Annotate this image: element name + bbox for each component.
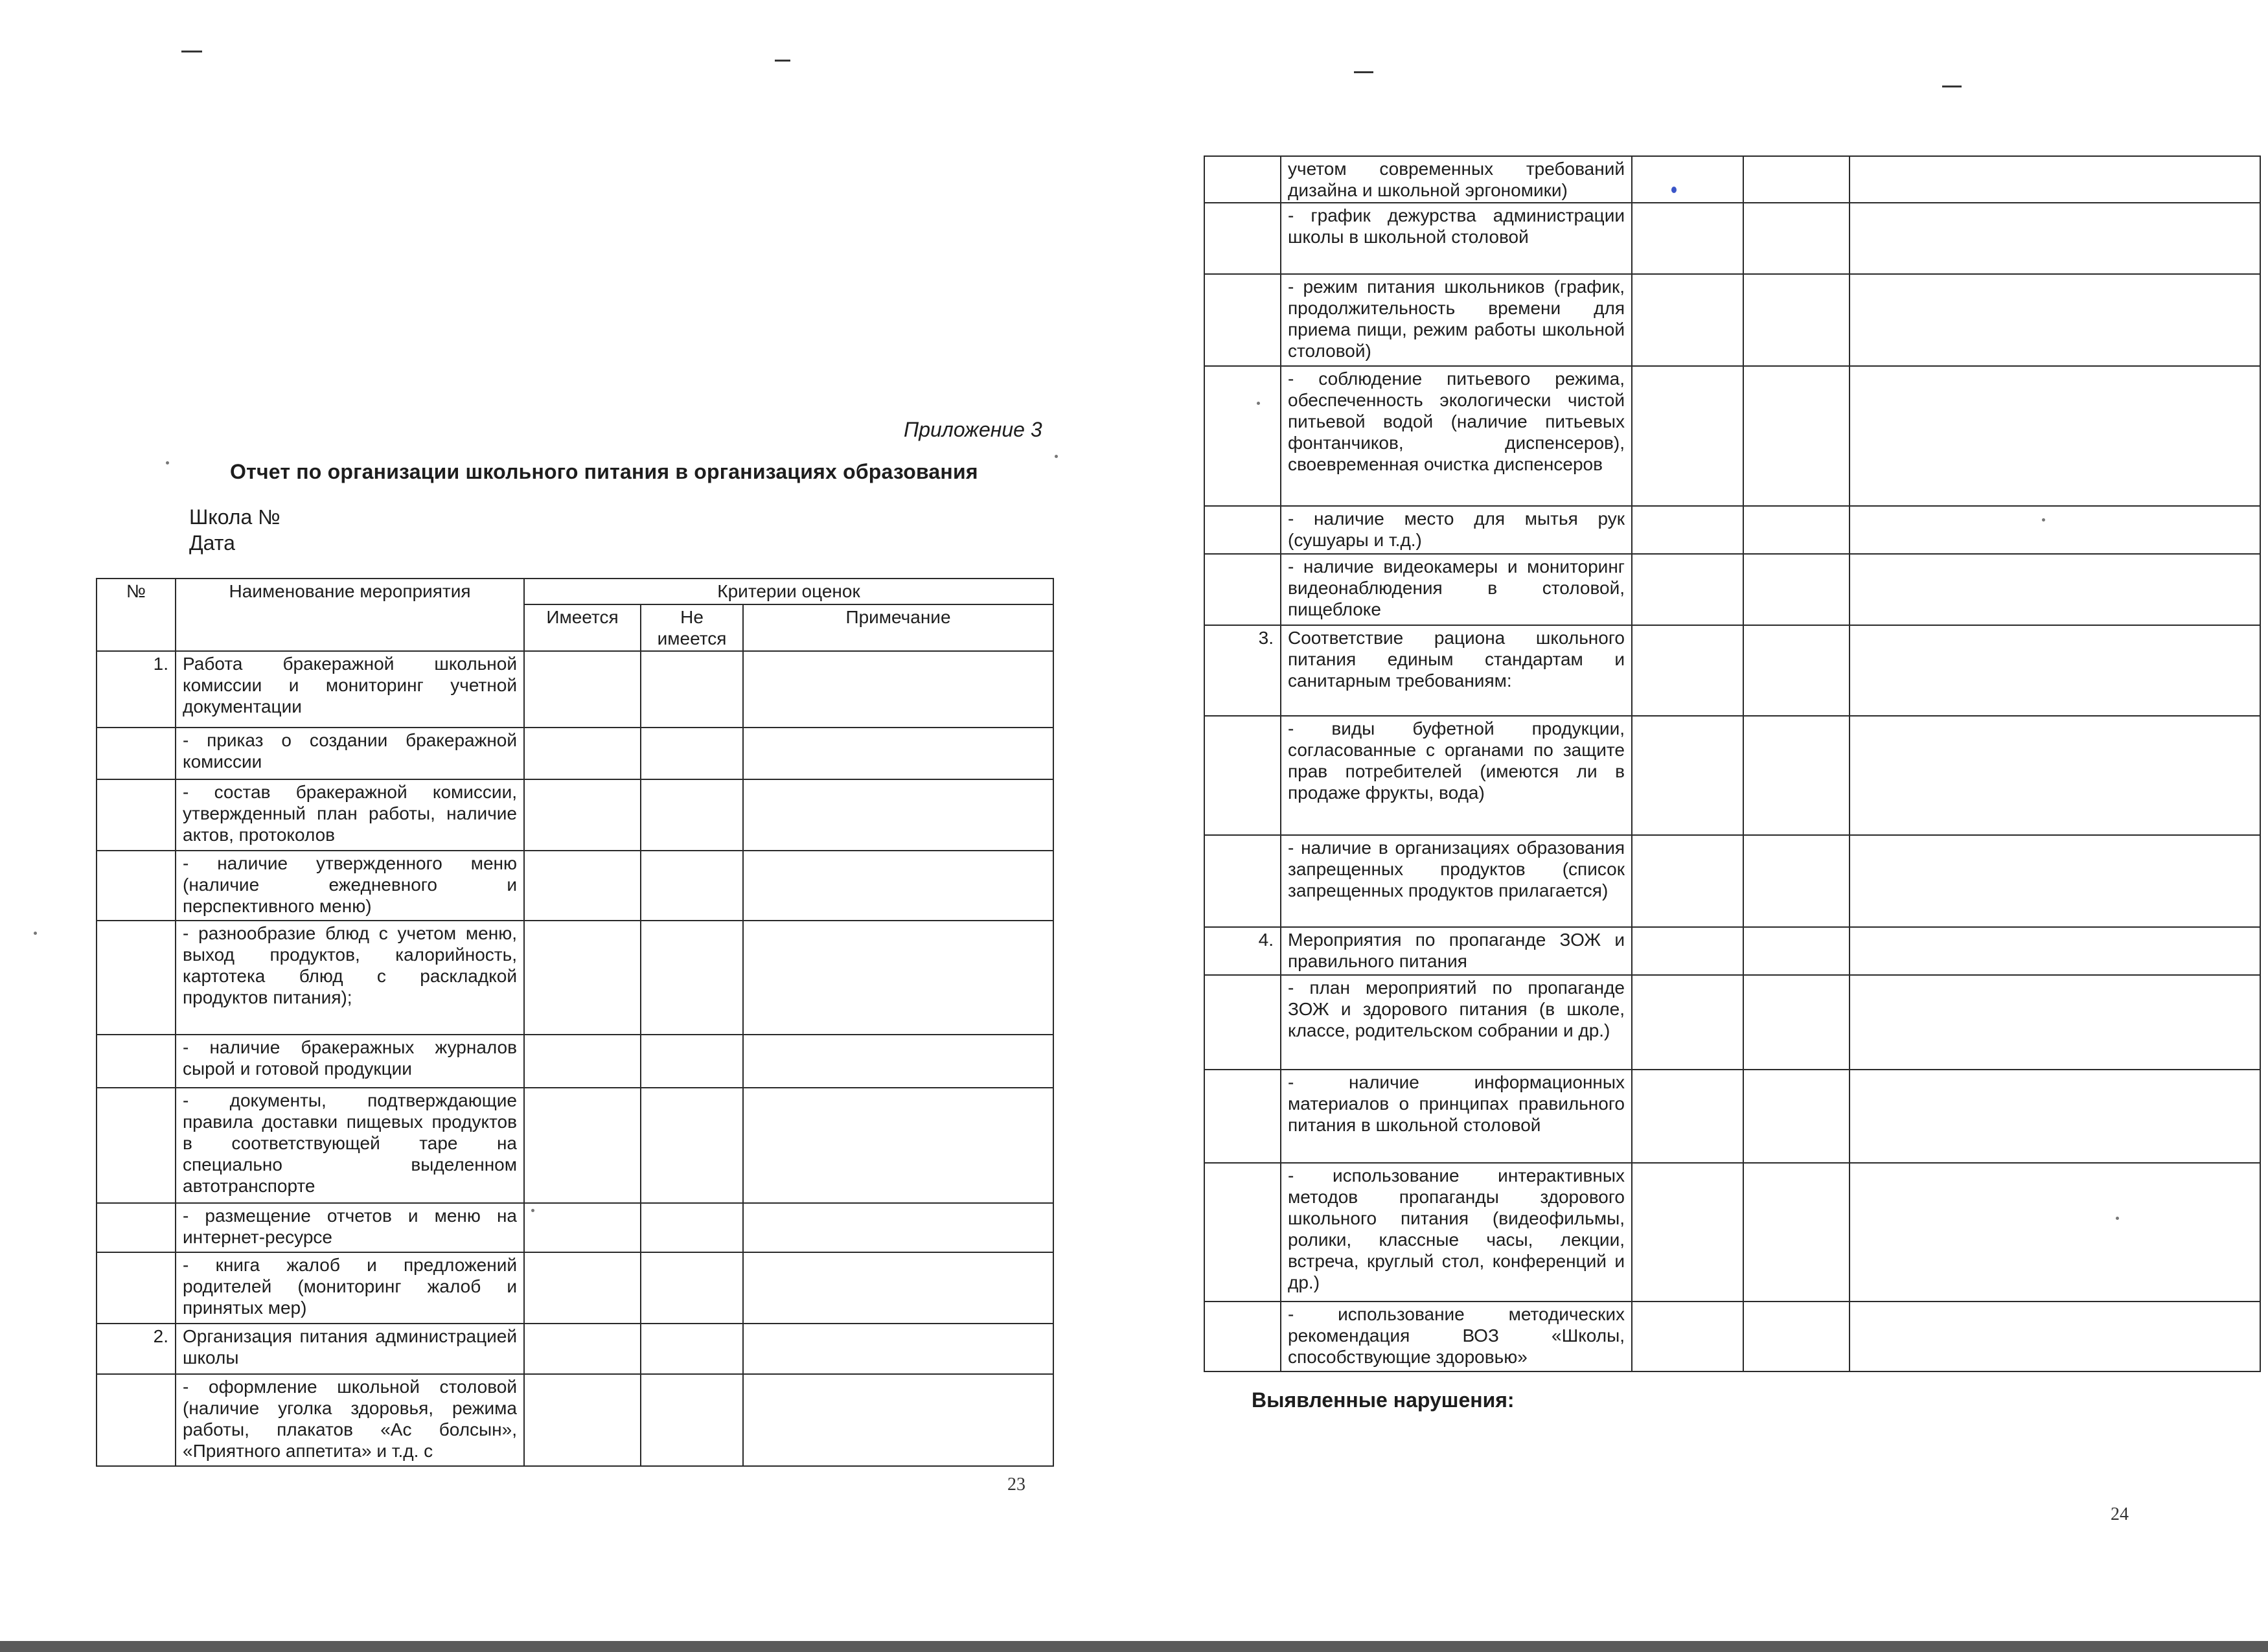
table-row xyxy=(1204,716,2260,835)
scan-speck xyxy=(166,461,169,465)
row-label: Соответствие рациона школьного питания единым стандартам и санитарным требованиям: xyxy=(1281,625,1632,716)
note-cell[interactable] xyxy=(1850,366,2260,506)
note-cell[interactable] xyxy=(1850,506,2260,554)
row-label: - приказ о создании бракеражной комиссии xyxy=(176,728,524,779)
note-column-header: Примечание xyxy=(743,604,1053,651)
note-cell[interactable] xyxy=(743,851,1053,921)
note-cell[interactable] xyxy=(743,1324,1053,1374)
table-row xyxy=(97,728,1053,779)
row-number: 3. xyxy=(1204,625,1281,716)
has-not-cell[interactable] xyxy=(1743,975,1850,1070)
note-cell[interactable] xyxy=(1850,927,2260,975)
note-cell[interactable] xyxy=(1850,716,2260,835)
table-row xyxy=(97,651,1053,728)
row-number xyxy=(97,1088,176,1203)
row-label: - наличие информационных материалов о принципах правильного питания в школьной столовой xyxy=(1281,1070,1632,1163)
has-not-cell[interactable] xyxy=(641,1252,743,1324)
has-not-cell[interactable] xyxy=(1743,274,1850,366)
table-row xyxy=(1204,1302,2260,1371)
report-table-left xyxy=(96,578,1054,1467)
note-cell[interactable] xyxy=(743,1088,1053,1203)
row-label: - использование интерактивных методов пропаганды здорового школьного питания (видеофильмы, ролики, классные часы, лекции, встреча, круглый стол, конференций и др.) xyxy=(1281,1163,1632,1302)
table-row xyxy=(97,1088,1053,1203)
scan-mark xyxy=(1354,71,1373,73)
has-not-cell[interactable] xyxy=(641,1203,743,1252)
row-label: - наличие видеокамеры и мониторинг видеонаблюдения в столовой, пищеблоке xyxy=(1281,554,1632,625)
has-cell[interactable] xyxy=(524,728,641,779)
criteria-header: Критерии оценок xyxy=(524,579,1053,604)
row-label: Работа бракеражной школьной комиссии и мониторинг учетной документации xyxy=(176,651,524,728)
has-cell[interactable] xyxy=(1632,554,1743,625)
row-label: - оформление школьной столовой (наличие уголка здоровья, режима работы, плакатов «Ас болсын», «Приятного аппетита» и т.д. с xyxy=(176,1374,524,1466)
row-label: - план мероприятий по пропаганде ЗОЖ и здорового питания (в школе, классе, родительском собрании и др.) xyxy=(1281,975,1632,1070)
name-column-header: Наименование мероприятия xyxy=(176,579,524,651)
row-number xyxy=(97,921,176,1035)
has-column-header: Имеется xyxy=(524,604,641,651)
note-cell[interactable] xyxy=(1850,625,2260,716)
table-row xyxy=(97,1035,1053,1088)
has-cell[interactable] xyxy=(524,1203,641,1252)
row-number xyxy=(1204,156,1281,203)
note-cell[interactable] xyxy=(1850,554,2260,625)
scan-mark xyxy=(775,60,790,62)
row-number: 2. xyxy=(97,1324,176,1374)
note-cell[interactable] xyxy=(1850,156,2260,203)
report-title: Отчет по организации школьного питания в организациях образования xyxy=(230,460,978,483)
row-label: - состав бракеражной комиссии, утвержденный план работы, наличие актов, протоколов xyxy=(176,779,524,851)
has-cell[interactable] xyxy=(524,1324,641,1374)
violations-label: Выявленные нарушения: xyxy=(1252,1388,1515,1412)
school-line: Школа № xyxy=(189,505,281,529)
table-row xyxy=(97,1374,1053,1466)
note-cell[interactable] xyxy=(1850,203,2260,274)
note-cell[interactable] xyxy=(1850,835,2260,927)
note-cell[interactable] xyxy=(743,1203,1053,1252)
has-not-cell[interactable] xyxy=(641,1088,743,1203)
table-row xyxy=(1204,506,2260,554)
table-row xyxy=(1204,274,2260,366)
has-not-cell[interactable] xyxy=(641,779,743,851)
page-24 xyxy=(1134,0,2268,1652)
has-cell[interactable] xyxy=(524,1035,641,1088)
table-row xyxy=(97,779,1053,851)
row-label: - наличие место для мытья рук (сушуары и т.д.) xyxy=(1281,506,1632,554)
has-cell[interactable] xyxy=(1632,366,1743,506)
note-cell[interactable] xyxy=(743,651,1053,728)
date-line: Дата xyxy=(189,531,235,555)
row-number xyxy=(1204,506,1281,554)
note-cell[interactable] xyxy=(743,728,1053,779)
has-not-cell[interactable] xyxy=(641,651,743,728)
row-label: - размещение отчетов и меню на интернет-ресурсе xyxy=(176,1203,524,1252)
has-cell[interactable] xyxy=(524,921,641,1035)
has-not-cell[interactable] xyxy=(641,851,743,921)
table-row xyxy=(1204,1163,2260,1302)
scan-speck xyxy=(34,932,37,935)
row-label: - наличие утвержденного меню (наличие ежедневного и перспективного меню) xyxy=(176,851,524,921)
has-not-cell[interactable] xyxy=(1743,1070,1850,1163)
row-number xyxy=(1204,716,1281,835)
has-cell[interactable] xyxy=(1632,156,1743,203)
row-number: 4. xyxy=(1204,927,1281,975)
row-label: - книга жалоб и предложений родителей (мониторинг жалоб и принятых мер) xyxy=(176,1252,524,1324)
row-label: - график дежурства администрации школы в школьной столовой xyxy=(1281,203,1632,274)
page-number: 24 xyxy=(2111,1504,2129,1524)
row-number xyxy=(97,851,176,921)
row-number xyxy=(1204,975,1281,1070)
table-row xyxy=(1204,156,2260,203)
has-cell[interactable] xyxy=(1632,716,1743,835)
note-cell[interactable] xyxy=(743,1035,1053,1088)
row-label: - использование методических рекомендация ВОЗ «Школы, способствующие здоровью» xyxy=(1281,1302,1632,1371)
has-not-cell[interactable] xyxy=(1743,835,1850,927)
has-not-cell[interactable] xyxy=(1743,506,1850,554)
has-cell[interactable] xyxy=(524,851,641,921)
has-not-cell[interactable] xyxy=(1743,716,1850,835)
has-cell[interactable] xyxy=(1632,1163,1743,1302)
note-cell[interactable] xyxy=(1850,1302,2260,1371)
has-not-cell[interactable] xyxy=(1743,554,1850,625)
row-number xyxy=(97,728,176,779)
table-row xyxy=(97,851,1053,921)
row-label: - режим питания школьников (график, продолжительность времени для приема пищи, режим работы школьной столовой) xyxy=(1281,274,1632,366)
has-cell[interactable] xyxy=(1632,625,1743,716)
row-number xyxy=(1204,274,1281,366)
row-number xyxy=(1204,366,1281,506)
has-not-cell[interactable] xyxy=(1743,203,1850,274)
has-cell[interactable] xyxy=(1632,1302,1743,1371)
scan-mark xyxy=(1942,86,1962,87)
table-row xyxy=(97,1324,1053,1374)
num-column-header: № xyxy=(97,579,176,651)
has-not-cell[interactable] xyxy=(1743,1163,1850,1302)
has-cell[interactable] xyxy=(1632,274,1743,366)
has-not-cell[interactable] xyxy=(1743,156,1850,203)
note-cell[interactable] xyxy=(1850,975,2260,1070)
has-not-cell[interactable] xyxy=(1743,1302,1850,1371)
row-number xyxy=(1204,203,1281,274)
has-not-cell[interactable] xyxy=(641,1324,743,1374)
note-cell[interactable] xyxy=(743,921,1053,1035)
table-row xyxy=(97,921,1053,1035)
row-label: - наличие в организациях образования запрещенных продуктов (список запрещенных продуктов прилагается) xyxy=(1281,835,1632,927)
row-label: - разнообразие блюд с учетом меню, выход продуктов, калорийность, картотека блюд с раскладкой продуктов питания); xyxy=(176,921,524,1035)
row-number xyxy=(1204,1163,1281,1302)
has-not-cell[interactable] xyxy=(641,921,743,1035)
row-label: - документы, подтверждающие правила доставки пищевых продуктов в соответствующей таре на специально выделенном автотранспорте xyxy=(176,1088,524,1203)
row-label: Мероприятия по пропаганде ЗОЖ и правильного питания xyxy=(1281,927,1632,975)
has-not-cell[interactable] xyxy=(641,728,743,779)
table-row xyxy=(97,1203,1053,1252)
has-cell[interactable] xyxy=(1632,203,1743,274)
row-number xyxy=(97,1374,176,1466)
page-number: 23 xyxy=(1007,1474,1025,1495)
table-row xyxy=(97,1252,1053,1324)
note-cell[interactable] xyxy=(1850,1070,2260,1163)
has-cell[interactable] xyxy=(524,1088,641,1203)
row-label: учетом современных требований дизайна и школьной эргономики) xyxy=(1281,156,1632,203)
has-not-cell[interactable] xyxy=(1743,625,1850,716)
note-cell[interactable] xyxy=(1850,274,2260,366)
has-cell[interactable] xyxy=(524,1374,641,1466)
has-cell[interactable] xyxy=(524,779,641,851)
table-row xyxy=(1204,625,2260,716)
scan-speck xyxy=(1055,455,1058,458)
has-cell[interactable] xyxy=(524,651,641,728)
table-row xyxy=(1204,975,2260,1070)
has-cell[interactable] xyxy=(1632,1070,1743,1163)
note-cell[interactable] xyxy=(1850,1163,2260,1302)
row-number xyxy=(97,1035,176,1088)
has-cell[interactable] xyxy=(1632,835,1743,927)
table-row xyxy=(1204,366,2260,506)
has-not-cell[interactable] xyxy=(1743,927,1850,975)
row-number xyxy=(1204,1070,1281,1163)
row-number: 1. xyxy=(97,651,176,728)
scan-edge xyxy=(0,1641,2268,1652)
row-number xyxy=(1204,1302,1281,1371)
row-number xyxy=(1204,835,1281,927)
scan-mark xyxy=(181,51,202,52)
has-not-cell[interactable] xyxy=(641,1374,743,1466)
has-not-cell[interactable] xyxy=(641,1035,743,1088)
table-row xyxy=(1204,554,2260,625)
note-cell[interactable] xyxy=(743,779,1053,851)
table-row xyxy=(1204,1070,2260,1163)
appendix-label: Приложение 3 xyxy=(904,418,1042,441)
has-not-column-header: Не имеется xyxy=(641,604,743,651)
row-label: - соблюдение питьевого режима, обеспеченность экологически чистой питьевой водой (наличие питьевых фонтанчиков, диспенсеров), своевременная очистка диспенсеров xyxy=(1281,366,1632,506)
row-label: - виды буфетной продукции, согласованные с органами по защите прав потребителей (имеются ли в продаже фрукты, вода) xyxy=(1281,716,1632,835)
row-number xyxy=(97,1252,176,1324)
has-not-cell[interactable] xyxy=(1743,366,1850,506)
row-number xyxy=(97,1203,176,1252)
row-label: Организация питания администрацией школы xyxy=(176,1324,524,1374)
row-number xyxy=(1204,554,1281,625)
table-row xyxy=(1204,835,2260,927)
has-cell[interactable] xyxy=(1632,927,1743,975)
table-row xyxy=(1204,927,2260,975)
note-cell[interactable] xyxy=(743,1374,1053,1466)
row-number xyxy=(97,779,176,851)
has-cell[interactable] xyxy=(1632,506,1743,554)
row-label: - наличие бракеражных журналов сырой и готовой продукции xyxy=(176,1035,524,1088)
report-table-right xyxy=(1204,155,2261,1372)
note-cell[interactable] xyxy=(743,1252,1053,1324)
has-cell[interactable] xyxy=(524,1252,641,1324)
has-cell[interactable] xyxy=(1632,975,1743,1070)
table-row xyxy=(1204,203,2260,274)
